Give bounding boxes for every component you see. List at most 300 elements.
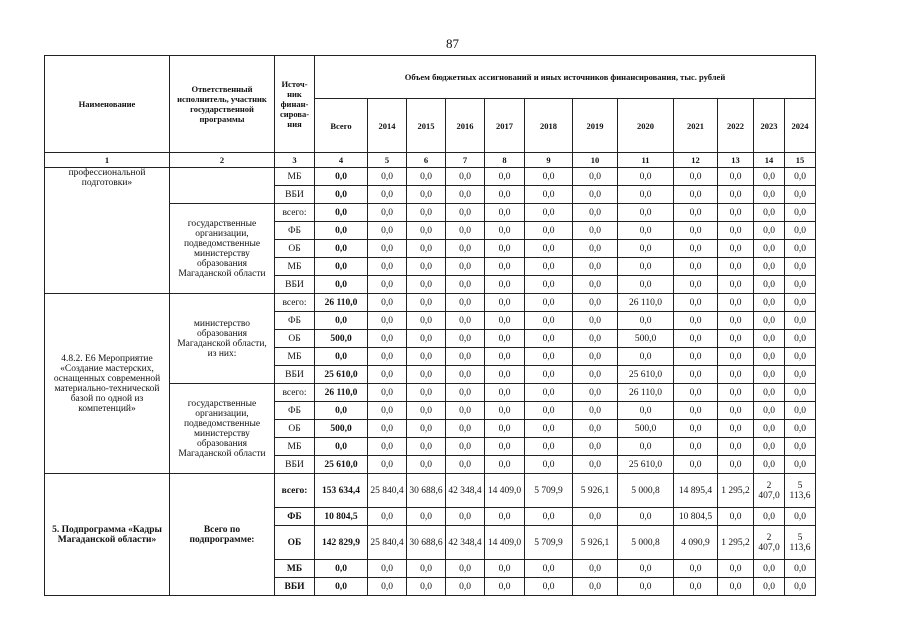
executor-cell: государственные организации, подведомственные министерству образования Магаданской области xyxy=(170,204,275,294)
value-cell: 0,0 xyxy=(525,240,573,258)
value-cell: 0,0 xyxy=(485,276,525,294)
value-cell: 0,0 xyxy=(407,420,446,438)
value-cell: 1 295,2 xyxy=(718,526,754,560)
value-cell: 0,0 xyxy=(573,456,618,474)
header-total: Всего xyxy=(315,99,368,153)
value-cell: 0,0 xyxy=(485,402,525,420)
value-cell: 42 348,4 xyxy=(446,526,485,560)
value-cell: 0,0 xyxy=(446,508,485,526)
total-cell: 0,0 xyxy=(315,560,368,578)
value-cell: 25 840,4 xyxy=(368,526,407,560)
value-cell: 0,0 xyxy=(368,560,407,578)
value-cell: 0,0 xyxy=(754,348,785,366)
value-cell: 0,0 xyxy=(368,578,407,596)
value-cell: 0,0 xyxy=(407,402,446,420)
value-cell: 4 090,9 xyxy=(674,526,718,560)
value-cell: 0,0 xyxy=(573,438,618,456)
value-cell: 0,0 xyxy=(485,456,525,474)
value-cell: 0,0 xyxy=(485,420,525,438)
value-cell: 0,0 xyxy=(446,420,485,438)
header-year: 2023 xyxy=(754,99,785,153)
total-cell: 0,0 xyxy=(315,204,368,222)
column-number: 5 xyxy=(368,153,407,168)
value-cell: 500,0 xyxy=(618,330,674,348)
value-cell: 0,0 xyxy=(368,168,407,186)
value-cell: 25 610,0 xyxy=(618,366,674,384)
table-row xyxy=(45,294,816,312)
value-cell: 0,0 xyxy=(368,294,407,312)
value-cell: 0,0 xyxy=(674,168,718,186)
value-cell: 0,0 xyxy=(525,348,573,366)
value-cell: 0,0 xyxy=(485,222,525,240)
value-cell: 30 688,6 xyxy=(407,474,446,508)
total-cell: 0,0 xyxy=(315,168,368,186)
value-cell: 0,0 xyxy=(407,384,446,402)
source-cell: ФБ xyxy=(275,402,315,420)
value-cell: 0,0 xyxy=(573,312,618,330)
value-cell: 0,0 xyxy=(525,508,573,526)
value-cell: 0,0 xyxy=(368,402,407,420)
value-cell: 0,0 xyxy=(754,312,785,330)
value-cell: 0,0 xyxy=(718,508,754,526)
header-year: 2015 xyxy=(407,99,446,153)
source-cell: МБ xyxy=(275,168,315,186)
value-cell: 0,0 xyxy=(785,508,816,526)
value-cell: 0,0 xyxy=(368,312,407,330)
value-cell: 0,0 xyxy=(407,438,446,456)
value-cell: 0,0 xyxy=(674,330,718,348)
item-name: 4.8.2. Е6 Мероприятие «Создание мастерских, оснащенных современной материально-технической базой по одной из компетенций» xyxy=(45,294,170,474)
value-cell: 0,0 xyxy=(618,560,674,578)
total-cell: 500,0 xyxy=(315,420,368,438)
value-cell: 0,0 xyxy=(446,168,485,186)
value-cell: 0,0 xyxy=(368,456,407,474)
total-cell: 153 634,4 xyxy=(315,474,368,508)
value-cell: 0,0 xyxy=(485,438,525,456)
value-cell: 0,0 xyxy=(754,456,785,474)
value-cell: 0,0 xyxy=(525,186,573,204)
source-cell: ФБ xyxy=(275,222,315,240)
value-cell: 0,0 xyxy=(368,204,407,222)
value-cell: 0,0 xyxy=(718,402,754,420)
value-cell: 0,0 xyxy=(618,222,674,240)
header-year: 2017 xyxy=(485,99,525,153)
value-cell: 0,0 xyxy=(446,330,485,348)
value-cell: 0,0 xyxy=(618,348,674,366)
total-cell: 0,0 xyxy=(315,276,368,294)
value-cell: 0,0 xyxy=(407,168,446,186)
value-cell: 0,0 xyxy=(407,348,446,366)
value-cell: 0,0 xyxy=(485,294,525,312)
value-cell: 25 610,0 xyxy=(618,456,674,474)
source-cell: ОБ xyxy=(275,526,315,560)
value-cell: 0,0 xyxy=(446,258,485,276)
value-cell: 0,0 xyxy=(407,456,446,474)
value-cell: 0,0 xyxy=(618,438,674,456)
value-cell: 0,0 xyxy=(573,204,618,222)
value-cell: 0,0 xyxy=(573,168,618,186)
value-cell: 0,0 xyxy=(368,348,407,366)
value-cell: 0,0 xyxy=(674,420,718,438)
value-cell: 0,0 xyxy=(573,578,618,596)
value-cell: 0,0 xyxy=(674,312,718,330)
column-number: 8 xyxy=(485,153,525,168)
value-cell: 0,0 xyxy=(674,348,718,366)
value-cell: 2 407,0 xyxy=(754,526,785,560)
value-cell: 0,0 xyxy=(368,276,407,294)
page-number: 87 xyxy=(446,36,459,51)
value-cell: 0,0 xyxy=(754,560,785,578)
value-cell: 0,0 xyxy=(407,204,446,222)
value-cell: 0,0 xyxy=(754,438,785,456)
value-cell: 0,0 xyxy=(785,560,816,578)
value-cell: 0,0 xyxy=(407,508,446,526)
budget-table xyxy=(44,55,816,596)
value-cell: 0,0 xyxy=(368,366,407,384)
value-cell: 0,0 xyxy=(785,168,816,186)
value-cell: 0,0 xyxy=(525,258,573,276)
item-name: профессиональной подготовки» xyxy=(45,168,170,294)
value-cell: 0,0 xyxy=(754,402,785,420)
value-cell: 0,0 xyxy=(446,456,485,474)
value-cell: 0,0 xyxy=(674,276,718,294)
executor-cell: государственные организации, подведомственные министерству образования Магаданской области xyxy=(170,384,275,474)
value-cell: 0,0 xyxy=(368,240,407,258)
value-cell: 0,0 xyxy=(718,578,754,596)
value-cell: 0,0 xyxy=(718,312,754,330)
value-cell: 0,0 xyxy=(618,168,674,186)
value-cell: 0,0 xyxy=(754,366,785,384)
header-executor: Ответственный исполнитель, участник государственной программы xyxy=(170,56,275,153)
value-cell: 0,0 xyxy=(573,276,618,294)
value-cell: 0,0 xyxy=(573,330,618,348)
value-cell: 0,0 xyxy=(718,420,754,438)
value-cell: 0,0 xyxy=(368,330,407,348)
column-number: 13 xyxy=(718,153,754,168)
value-cell: 0,0 xyxy=(785,456,816,474)
total-cell: 0,0 xyxy=(315,312,368,330)
item-name: 5. Подпрограмма «Кадры Магаданской области» xyxy=(45,474,170,596)
column-number: 2 xyxy=(170,153,275,168)
source-cell: ВБИ xyxy=(275,366,315,384)
value-cell: 0,0 xyxy=(573,258,618,276)
value-cell: 0,0 xyxy=(718,276,754,294)
value-cell: 0,0 xyxy=(485,560,525,578)
value-cell: 0,0 xyxy=(368,222,407,240)
value-cell: 0,0 xyxy=(754,294,785,312)
total-cell: 0,0 xyxy=(315,258,368,276)
header-volume: Объем бюджетных ассигнований и иных источников финансирования, тыс. рублей xyxy=(315,56,816,99)
value-cell: 0,0 xyxy=(446,384,485,402)
source-cell: ВБИ xyxy=(275,276,315,294)
value-cell: 500,0 xyxy=(618,420,674,438)
value-cell: 14 895,4 xyxy=(674,474,718,508)
value-cell: 0,0 xyxy=(485,348,525,366)
column-number: 3 xyxy=(275,153,315,168)
table-row xyxy=(45,168,816,186)
value-cell: 0,0 xyxy=(446,402,485,420)
value-cell: 0,0 xyxy=(525,402,573,420)
value-cell: 0,0 xyxy=(407,312,446,330)
value-cell: 0,0 xyxy=(618,204,674,222)
value-cell: 0,0 xyxy=(754,258,785,276)
value-cell: 0,0 xyxy=(407,330,446,348)
value-cell: 5 709,9 xyxy=(525,526,573,560)
value-cell: 0,0 xyxy=(618,258,674,276)
source-cell: всего: xyxy=(275,384,315,402)
value-cell: 14 409,0 xyxy=(485,474,525,508)
value-cell: 0,0 xyxy=(407,186,446,204)
value-cell: 0,0 xyxy=(785,402,816,420)
value-cell: 0,0 xyxy=(573,420,618,438)
header-year: 2016 xyxy=(446,99,485,153)
value-cell: 0,0 xyxy=(446,204,485,222)
table-row xyxy=(45,474,816,508)
value-cell: 0,0 xyxy=(525,384,573,402)
value-cell: 0,0 xyxy=(674,366,718,384)
header-year: 2018 xyxy=(525,99,573,153)
value-cell: 0,0 xyxy=(785,276,816,294)
value-cell: 0,0 xyxy=(785,348,816,366)
value-cell: 10 804,5 xyxy=(674,508,718,526)
value-cell: 0,0 xyxy=(446,348,485,366)
value-cell: 5 113,6 xyxy=(785,474,816,508)
value-cell: 0,0 xyxy=(718,240,754,258)
value-cell: 0,0 xyxy=(573,402,618,420)
value-cell: 0,0 xyxy=(785,578,816,596)
value-cell: 0,0 xyxy=(573,508,618,526)
value-cell: 0,0 xyxy=(485,578,525,596)
header-year: 2024 xyxy=(785,99,816,153)
value-cell: 0,0 xyxy=(368,438,407,456)
header-source: Источ-ник финан-сирова-ния xyxy=(275,56,315,153)
value-cell: 30 688,6 xyxy=(407,526,446,560)
value-cell: 0,0 xyxy=(407,240,446,258)
source-cell: всего: xyxy=(275,474,315,508)
column-number: 12 xyxy=(674,153,718,168)
value-cell: 0,0 xyxy=(525,312,573,330)
value-cell: 0,0 xyxy=(446,222,485,240)
total-cell: 0,0 xyxy=(315,186,368,204)
value-cell: 0,0 xyxy=(573,240,618,258)
total-cell: 26 110,0 xyxy=(315,294,368,312)
value-cell: 0,0 xyxy=(573,366,618,384)
value-cell: 0,0 xyxy=(446,276,485,294)
total-cell: 0,0 xyxy=(315,240,368,258)
value-cell: 0,0 xyxy=(573,384,618,402)
value-cell: 5 926,1 xyxy=(573,526,618,560)
executor-cell xyxy=(170,168,275,204)
value-cell: 0,0 xyxy=(573,560,618,578)
value-cell: 0,0 xyxy=(674,258,718,276)
value-cell: 0,0 xyxy=(785,240,816,258)
source-cell: ОБ xyxy=(275,330,315,348)
value-cell: 0,0 xyxy=(573,222,618,240)
value-cell: 0,0 xyxy=(525,456,573,474)
value-cell: 0,0 xyxy=(785,258,816,276)
source-cell: МБ xyxy=(275,348,315,366)
source-cell: МБ xyxy=(275,258,315,276)
value-cell: 0,0 xyxy=(618,402,674,420)
column-number: 10 xyxy=(573,153,618,168)
column-number: 14 xyxy=(754,153,785,168)
executor-cell: министерство образования Магаданской области, из них: xyxy=(170,294,275,384)
value-cell: 0,0 xyxy=(754,384,785,402)
value-cell: 1 295,2 xyxy=(718,474,754,508)
value-cell: 0,0 xyxy=(718,560,754,578)
column-number: 9 xyxy=(525,153,573,168)
value-cell: 0,0 xyxy=(525,560,573,578)
value-cell: 0,0 xyxy=(446,312,485,330)
value-cell: 0,0 xyxy=(446,438,485,456)
value-cell: 0,0 xyxy=(674,294,718,312)
source-cell: МБ xyxy=(275,560,315,578)
value-cell: 0,0 xyxy=(754,420,785,438)
value-cell: 0,0 xyxy=(446,186,485,204)
value-cell: 0,0 xyxy=(718,222,754,240)
total-cell: 25 610,0 xyxy=(315,366,368,384)
value-cell: 5 709,9 xyxy=(525,474,573,508)
value-cell: 0,0 xyxy=(485,186,525,204)
value-cell: 0,0 xyxy=(754,578,785,596)
column-number: 4 xyxy=(315,153,368,168)
value-cell: 0,0 xyxy=(446,366,485,384)
value-cell: 0,0 xyxy=(485,508,525,526)
total-cell: 25 610,0 xyxy=(315,456,368,474)
total-cell: 10 804,5 xyxy=(315,508,368,526)
value-cell: 0,0 xyxy=(674,384,718,402)
source-cell: ВБИ xyxy=(275,186,315,204)
total-cell: 0,0 xyxy=(315,402,368,420)
value-cell: 0,0 xyxy=(485,204,525,222)
value-cell: 0,0 xyxy=(407,222,446,240)
source-cell: ФБ xyxy=(275,312,315,330)
total-cell: 0,0 xyxy=(315,438,368,456)
value-cell: 0,0 xyxy=(785,186,816,204)
value-cell: 2 407,0 xyxy=(754,474,785,508)
value-cell: 0,0 xyxy=(674,402,718,420)
header-year: 2019 xyxy=(573,99,618,153)
value-cell: 5 113,6 xyxy=(785,526,816,560)
value-cell: 0,0 xyxy=(407,258,446,276)
value-cell: 0,0 xyxy=(718,168,754,186)
source-cell: ВБИ xyxy=(275,456,315,474)
value-cell: 0,0 xyxy=(525,578,573,596)
value-cell: 0,0 xyxy=(718,258,754,276)
value-cell: 0,0 xyxy=(525,222,573,240)
value-cell: 0,0 xyxy=(485,312,525,330)
value-cell: 0,0 xyxy=(785,420,816,438)
value-cell: 0,0 xyxy=(485,330,525,348)
value-cell: 0,0 xyxy=(674,222,718,240)
total-cell: 142 829,9 xyxy=(315,526,368,560)
value-cell: 0,0 xyxy=(368,186,407,204)
value-cell: 42 348,4 xyxy=(446,474,485,508)
value-cell: 0,0 xyxy=(573,294,618,312)
header-year: 2020 xyxy=(618,99,674,153)
value-cell: 0,0 xyxy=(718,330,754,348)
total-cell: 0,0 xyxy=(315,222,368,240)
value-cell: 0,0 xyxy=(718,366,754,384)
value-cell: 0,0 xyxy=(618,312,674,330)
value-cell: 0,0 xyxy=(446,560,485,578)
value-cell: 25 840,4 xyxy=(368,474,407,508)
value-cell: 0,0 xyxy=(785,312,816,330)
source-cell: МБ xyxy=(275,438,315,456)
value-cell: 0,0 xyxy=(754,204,785,222)
value-cell: 0,0 xyxy=(525,204,573,222)
value-cell: 0,0 xyxy=(754,186,785,204)
value-cell: 0,0 xyxy=(446,578,485,596)
source-cell: ВБИ xyxy=(275,578,315,596)
value-cell: 0,0 xyxy=(754,276,785,294)
source-cell: ФБ xyxy=(275,508,315,526)
value-cell: 0,0 xyxy=(754,168,785,186)
value-cell: 0,0 xyxy=(368,420,407,438)
value-cell: 0,0 xyxy=(674,456,718,474)
column-number: 1 xyxy=(45,153,170,168)
source-cell: ОБ xyxy=(275,420,315,438)
value-cell: 0,0 xyxy=(674,560,718,578)
value-cell: 0,0 xyxy=(407,276,446,294)
value-cell: 0,0 xyxy=(368,384,407,402)
value-cell: 0,0 xyxy=(485,258,525,276)
value-cell: 26 110,0 xyxy=(618,294,674,312)
value-cell: 14 409,0 xyxy=(485,526,525,560)
executor-cell: Всего по подпрограмме: xyxy=(170,474,275,596)
column-number: 15 xyxy=(785,153,816,168)
source-cell: всего: xyxy=(275,204,315,222)
value-cell: 0,0 xyxy=(718,348,754,366)
value-cell: 5 926,1 xyxy=(573,474,618,508)
value-cell: 0,0 xyxy=(618,186,674,204)
column-number: 11 xyxy=(618,153,674,168)
value-cell: 0,0 xyxy=(785,384,816,402)
value-cell: 0,0 xyxy=(754,330,785,348)
total-cell: 0,0 xyxy=(315,578,368,596)
value-cell: 0,0 xyxy=(718,186,754,204)
value-cell: 0,0 xyxy=(525,294,573,312)
value-cell: 0,0 xyxy=(525,420,573,438)
total-cell: 500,0 xyxy=(315,330,368,348)
value-cell: 0,0 xyxy=(407,294,446,312)
value-cell: 0,0 xyxy=(754,240,785,258)
value-cell: 5 000,8 xyxy=(618,526,674,560)
value-cell: 0,0 xyxy=(485,366,525,384)
value-cell: 0,0 xyxy=(785,204,816,222)
source-cell: всего: xyxy=(275,294,315,312)
value-cell: 0,0 xyxy=(485,168,525,186)
value-cell: 0,0 xyxy=(618,508,674,526)
value-cell: 0,0 xyxy=(718,294,754,312)
value-cell: 0,0 xyxy=(407,560,446,578)
value-cell: 0,0 xyxy=(754,222,785,240)
value-cell: 0,0 xyxy=(674,204,718,222)
value-cell: 0,0 xyxy=(525,276,573,294)
column-number: 6 xyxy=(407,153,446,168)
value-cell: 5 000,8 xyxy=(618,474,674,508)
total-cell: 0,0 xyxy=(315,348,368,366)
value-cell: 0,0 xyxy=(785,222,816,240)
value-cell: 0,0 xyxy=(718,384,754,402)
header-year: 2021 xyxy=(674,99,718,153)
value-cell: 0,0 xyxy=(674,240,718,258)
header-year: 2022 xyxy=(718,99,754,153)
value-cell: 0,0 xyxy=(525,168,573,186)
value-cell: 0,0 xyxy=(525,366,573,384)
value-cell: 0,0 xyxy=(718,438,754,456)
source-cell: ОБ xyxy=(275,240,315,258)
